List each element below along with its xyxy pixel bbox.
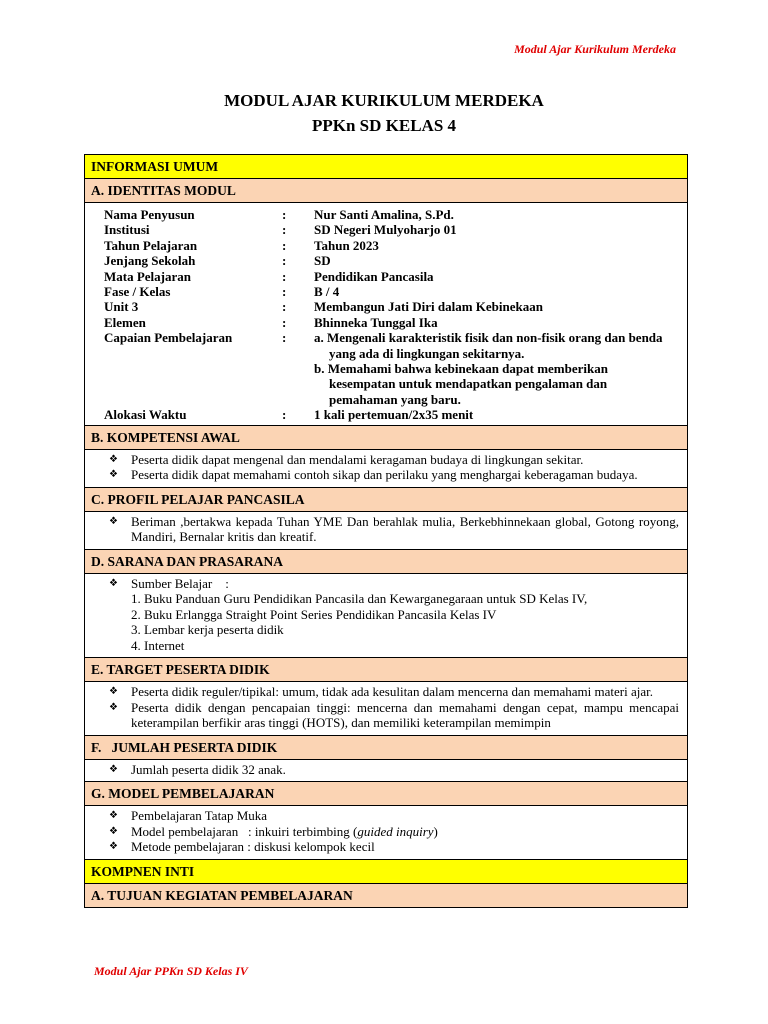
list-item-text: Peserta didik dapat mengenal dan mendalami keragaman budaya di lingkungan sekitar. xyxy=(131,451,584,467)
diamond-bullet-icon: ❖ xyxy=(109,453,118,465)
header-note: Modul Ajar Kurikulum Merdeka xyxy=(514,42,676,56)
numbered-item: 3. Lembar kerja peserta didik xyxy=(131,622,284,638)
identitas-row xyxy=(104,238,687,253)
sumber-belajar-label: Sumber Belajar : xyxy=(131,575,229,591)
identitas-colon: : xyxy=(282,314,287,330)
identitas-row xyxy=(104,222,687,237)
section-kompetensi-awal: B. KOMPETENSI AWAL xyxy=(85,426,687,450)
identitas-colon: : xyxy=(282,222,287,238)
list-item xyxy=(109,839,679,855)
identitas-row xyxy=(104,253,687,268)
identitas-value: Bhinneka Tunggal Ika xyxy=(314,314,438,330)
document-subtitle: PPKn SD KELAS 4 xyxy=(311,116,457,135)
identitas-colon: : xyxy=(282,268,287,284)
identitas-value: Pendidikan Pancasila xyxy=(314,268,434,284)
profil-list xyxy=(85,512,687,550)
identitas-label: Unit 3 xyxy=(104,299,139,315)
target-list xyxy=(85,682,687,736)
identitas-row xyxy=(104,330,687,407)
list-item xyxy=(109,700,679,731)
identitas-label: Elemen xyxy=(104,314,146,330)
section-target-peserta-didik: E. TARGET PESERTA DIDIK xyxy=(85,658,687,682)
list-item xyxy=(109,514,679,545)
identitas-label: Fase / Kelas xyxy=(104,284,171,300)
section-sarana-prasarana: D. SARANA DAN PRASARANA xyxy=(85,550,687,574)
list-item-text: Metode pembelajaran : diskusi kelompok kecil xyxy=(131,839,375,855)
capaian-item-a: a. Mengenali karakteristik fisik dan non-fisik orang dan benda yang ada di lingkungan sekitarnya. xyxy=(314,330,663,361)
identitas-value: Membangun Jati Diri dalam Kebinekaan xyxy=(314,299,543,315)
section-profil-pelajar-pancasila: C. PROFIL PELAJAR PANCASILA xyxy=(85,488,687,512)
identitas-colon: : xyxy=(282,284,287,300)
kompetensi-awal-list xyxy=(85,450,687,488)
model-italic-term: guided inquiry xyxy=(357,823,434,839)
list-item-text xyxy=(131,824,679,840)
list-item xyxy=(109,808,679,824)
sarana-list xyxy=(85,574,687,659)
diamond-bullet-icon: ❖ xyxy=(109,701,118,713)
identitas-colon: : xyxy=(282,330,287,346)
section-tujuan-kegiatan: A. TUJUAN KEGIATAN PEMBELAJARAN xyxy=(85,884,687,907)
list-item-text: Peserta didik dapat memahami contoh sikap dan perilaku yang menghargai keberagaman budaya. xyxy=(131,467,638,483)
identitas-colon: : xyxy=(282,407,287,423)
module-table xyxy=(84,154,688,908)
section-identitas-modul: A. IDENTITAS MODUL xyxy=(85,179,687,203)
model-prefix: Model pembelajaran : inkuiri terbimbing ( xyxy=(131,823,358,839)
model-suffix: ) xyxy=(433,823,438,839)
identitas-value: Nur Santi Amalina, S.Pd. xyxy=(314,207,454,222)
diamond-bullet-icon: ❖ xyxy=(109,577,118,589)
identitas-colon: : xyxy=(282,253,287,269)
section-model-pembelajaran: G. MODEL PEMBELAJARAN xyxy=(85,782,687,806)
list-item-text: Peserta didik reguler/tipikal: umum, tidak ada kesulitan dalam mencerna dan memahami materi ajar. xyxy=(131,684,653,700)
footer-note: Modul Ajar PPKn SD Kelas IV xyxy=(94,964,248,978)
list-item-text: Jumlah peserta didik 32 anak. xyxy=(131,761,286,777)
identitas-value: B / 4 xyxy=(314,284,340,300)
list-item xyxy=(109,576,679,654)
document-title: MODUL AJAR KURIKULUM MERDEKA xyxy=(224,91,544,110)
identitas-row xyxy=(104,207,687,222)
sumber-belajar xyxy=(131,576,679,654)
section-informasi-umum: INFORMASI UMUM xyxy=(85,155,687,179)
identitas-colon: : xyxy=(282,207,287,222)
list-item xyxy=(109,684,679,700)
identitas-row xyxy=(104,269,687,284)
identitas-colon: : xyxy=(282,237,287,253)
identitas-value: 1 kali pertemuan/2x35 menit xyxy=(314,407,474,423)
identitas-value: SD xyxy=(314,253,331,269)
identitas-value: Tahun 2023 xyxy=(314,237,379,253)
model-list xyxy=(85,806,687,860)
diamond-bullet-icon: ❖ xyxy=(109,515,118,527)
identitas-row xyxy=(104,315,687,330)
identitas-row xyxy=(104,284,687,299)
list-item xyxy=(109,762,679,778)
identitas-label: Capaian Pembelajaran xyxy=(104,330,233,346)
diamond-bullet-icon: ❖ xyxy=(109,686,118,698)
capaian-pembelajaran-values xyxy=(314,330,669,407)
diamond-bullet-icon: ❖ xyxy=(109,469,118,481)
section-komponen-inti: KOMPNEN INTI xyxy=(85,860,687,884)
numbered-item: 4. Internet xyxy=(131,637,185,653)
identitas-label: Institusi xyxy=(104,222,150,238)
diamond-bullet-icon: ❖ xyxy=(109,825,118,837)
list-item-text: Pembelajaran Tatap Muka xyxy=(131,808,268,824)
section-jumlah-peserta-didik: F. JUMLAH PESERTA DIDIK xyxy=(85,736,687,760)
identitas-label: Tahun Pelajaran xyxy=(104,237,198,253)
diamond-bullet-icon: ❖ xyxy=(109,810,118,822)
list-item xyxy=(109,824,679,840)
list-item xyxy=(109,452,679,468)
list-item xyxy=(109,467,679,483)
identitas-value: SD Negeri Mulyoharjo 01 xyxy=(314,222,457,238)
numbered-item: 1. Buku Panduan Guru Pendidikan Pancasila dan Kewarganegaraan untuk SD Kelas IV, xyxy=(131,591,588,607)
diamond-bullet-icon: ❖ xyxy=(109,763,118,775)
identitas-row xyxy=(104,299,687,314)
identitas-label: Alokasi Waktu xyxy=(104,407,187,423)
list-item-text: Beriman ,bertakwa kepada Tuhan YME Dan berahlak mulia, Berkebhinnekaan global, Gotong royong, Mandiri, Bernalar kritis dan kreatif. xyxy=(131,513,679,545)
identitas-label: Jenjang Sekolah xyxy=(104,253,196,269)
capaian-item-b: b. Memahami bahwa kebinekaan dapat memberikan kesempatan untuk mendapatkan pengalaman dan pemahaman yang baru. xyxy=(314,361,608,407)
identitas-colon: : xyxy=(282,299,287,315)
diamond-bullet-icon: ❖ xyxy=(109,841,118,853)
identitas-cell xyxy=(85,203,687,426)
list-item-text: Peserta didik dengan pencapaian tinggi: mencerna dan memahami dengan cepat, mampu mencapai keterampilan berfikir aras tinggi (HOTS), dan memiliki keterampilan memimpin xyxy=(131,699,679,731)
jumlah-list xyxy=(85,760,687,783)
identitas-label: Nama Penyusun xyxy=(104,207,195,222)
identitas-row xyxy=(104,407,687,422)
identitas-label: Mata Pelajaran xyxy=(104,268,192,284)
numbered-item: 2. Buku Erlangga Straight Point Series Pendidikan Pancasila Kelas IV xyxy=(131,606,497,622)
